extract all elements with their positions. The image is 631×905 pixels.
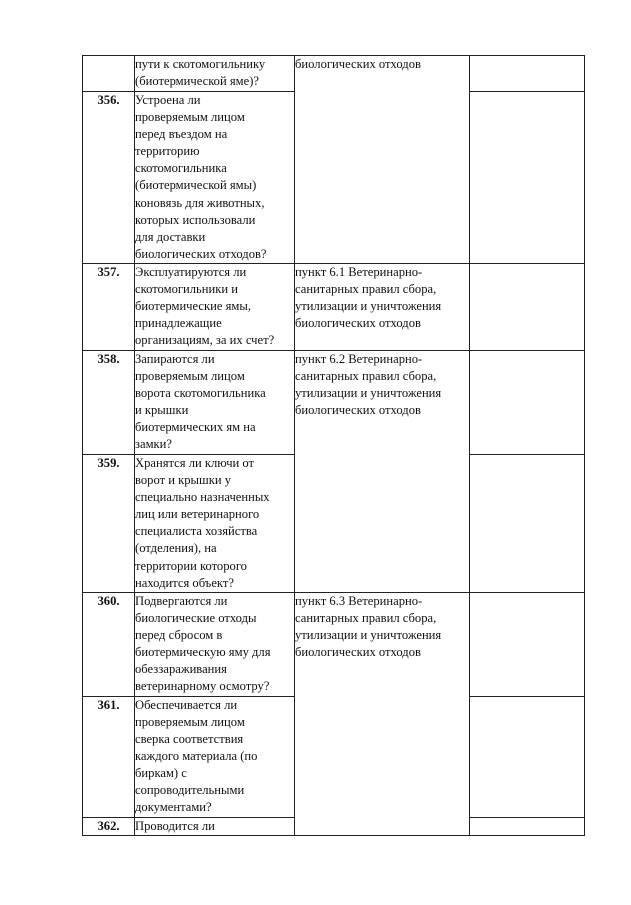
question-line: Подвергаются ли <box>135 593 228 608</box>
row-number: 359. <box>83 454 135 592</box>
question-cell <box>135 263 295 350</box>
question-line: скотомогильники и <box>135 282 239 297</box>
question-line: Эксплуатируются ли <box>135 264 247 279</box>
checklist-table <box>82 55 585 836</box>
question-cell <box>135 592 295 696</box>
reference-line: биологических отходов <box>295 316 421 331</box>
question-line: пути к скотомогильнику <box>135 57 266 71</box>
question-line: каждого материала (по <box>135 748 258 763</box>
question-line: территорию <box>135 144 200 159</box>
question-line: биотермическую яму для <box>135 645 271 660</box>
reference-line: санитарных правил сбора, <box>295 611 437 626</box>
question-line: коновязь для животных, <box>135 195 265 210</box>
question-line: Обеспечивается ли <box>135 697 238 712</box>
reference-line: пункт 6.3 Ветеринарно- <box>295 593 423 608</box>
row-number: 361. <box>83 696 135 817</box>
note-cell <box>470 696 585 817</box>
question-cell <box>135 696 295 817</box>
question-line: Хранятся ли ключи от <box>135 455 255 470</box>
reference-line: пункт 6.2 Ветеринарно- <box>295 351 423 366</box>
question-line: ворота скотомогильника <box>135 386 266 401</box>
question-line: сопроводительными <box>135 782 245 797</box>
question-line: Проводится ли <box>135 818 215 833</box>
question-line: Запираются ли <box>135 351 215 366</box>
question-cell <box>135 92 295 264</box>
reference-line: биологических отходов <box>295 403 421 418</box>
question-cell <box>135 454 295 592</box>
row-number <box>83 56 135 92</box>
question-line: ветеринарному осмотру? <box>135 679 270 694</box>
question-line: которых использовали <box>135 212 256 227</box>
note-cell <box>470 92 585 264</box>
question-line: биркам) с <box>135 765 187 780</box>
question-line: организациям, за их счет? <box>135 333 275 348</box>
question-line: лиц или ветеринарного <box>135 507 260 522</box>
reference-line: утилизации и уничтожения <box>295 299 442 314</box>
reference-cell <box>295 56 470 264</box>
reference-line: санитарных правил сбора, <box>295 369 437 384</box>
question-cell <box>135 350 295 454</box>
table-row <box>83 350 585 454</box>
note-cell <box>470 454 585 592</box>
reference-cell <box>295 592 470 835</box>
question-line: скотомогильника <box>135 161 227 176</box>
question-line: документами? <box>135 800 212 815</box>
note-cell <box>470 56 585 92</box>
question-line: ворот и крышки у <box>135 473 232 488</box>
row-number: 356. <box>83 92 135 264</box>
row-number: 357. <box>83 263 135 350</box>
question-line: (отделения), на <box>135 541 217 556</box>
question-cell <box>135 56 295 92</box>
question-line: перед въездом на <box>135 127 228 142</box>
reference-cell <box>295 263 470 350</box>
question-line: перед сбросом в <box>135 628 223 643</box>
reference-line: пункт 6.1 Ветеринарно- <box>295 264 423 279</box>
question-line: специально назначенных <box>135 490 270 505</box>
question-line: территории которого <box>135 558 247 573</box>
row-number: 360. <box>83 592 135 696</box>
question-line: Устроена ли <box>135 93 201 107</box>
question-cell <box>135 817 295 835</box>
question-line: проверяемым лицом <box>135 369 245 384</box>
question-line: проверяемым лицом <box>135 110 245 125</box>
reference-line: санитарных правил сбора, <box>295 282 437 297</box>
question-line: для доставки <box>135 229 206 244</box>
question-line: обеззараживания <box>135 662 227 677</box>
question-line: биотермических ям на <box>135 420 256 435</box>
table-row <box>83 263 585 350</box>
note-cell <box>470 592 585 696</box>
question-line: биологические отходы <box>135 611 257 626</box>
question-line: биологических отходов? <box>135 246 267 261</box>
question-line: сверка соответствия <box>135 731 244 746</box>
question-line: специалиста хозяйства <box>135 524 258 539</box>
reference-cell <box>295 350 470 592</box>
row-number: 362. <box>83 817 135 835</box>
question-line: и крышки <box>135 403 189 418</box>
question-line: (биотермической яме)? <box>135 74 260 89</box>
note-cell <box>470 263 585 350</box>
question-line: замки? <box>135 437 172 452</box>
reference-line: биологических отходов <box>295 57 421 71</box>
reference-line: биологических отходов <box>295 645 421 660</box>
reference-line: утилизации и уничтожения <box>295 628 442 643</box>
question-line: проверяемым лицом <box>135 714 245 729</box>
note-cell <box>470 817 585 835</box>
reference-line: утилизации и уничтожения <box>295 386 442 401</box>
note-cell <box>470 350 585 454</box>
row-number: 358. <box>83 350 135 454</box>
question-line: биотермические ямы, <box>135 299 251 314</box>
table-row <box>83 592 585 696</box>
question-line: находится объект? <box>135 575 234 590</box>
table-row <box>83 56 585 92</box>
question-line: (биотермической ямы) <box>135 178 257 193</box>
question-line: принадлежащие <box>135 316 222 331</box>
